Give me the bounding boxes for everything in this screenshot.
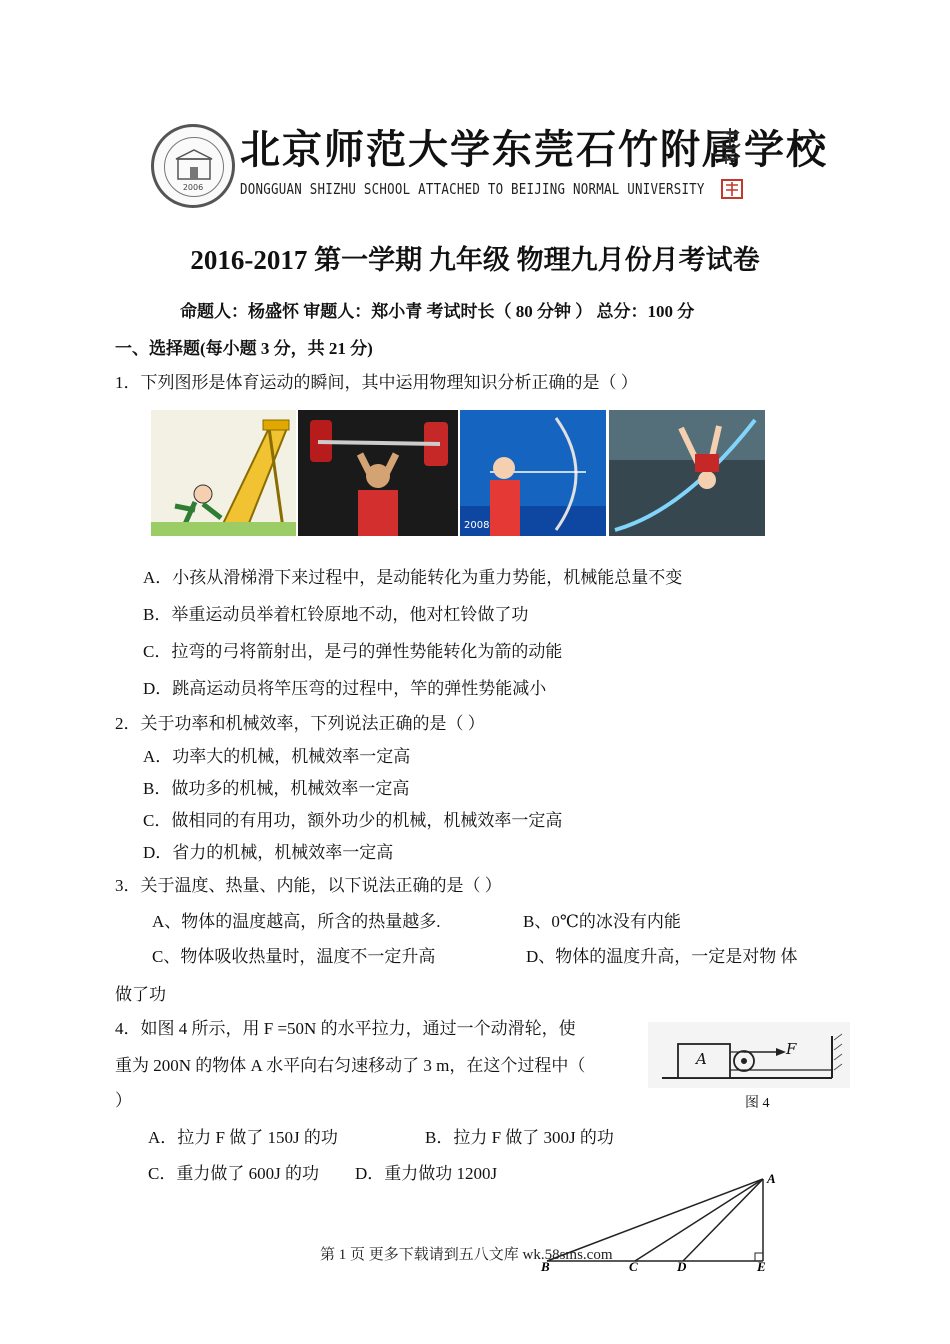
figure-4-force-label: F xyxy=(786,1040,797,1058)
seal-year: 2006 xyxy=(182,183,204,192)
school-seal-logo xyxy=(151,124,235,208)
question-1-stem: 1．下列图形是体育运动的瞬间，其中运用物理知识分析正确的是（ ） xyxy=(115,373,638,392)
archery-photo xyxy=(460,410,606,536)
weightlifting-photo xyxy=(298,410,458,536)
question-3-option-c[interactable]: C、物体吸收热量时，温度不一定升高 xyxy=(152,947,436,966)
school-name-en: DONGGUAN SHIZHU SCHOOL ATTACHED TO BEIJING NORMAL UNIVERSITY xyxy=(240,180,705,198)
question-4-option-d[interactable]: D．重力做功 1200J xyxy=(355,1164,498,1183)
figure-4-block-label: A xyxy=(696,1050,707,1068)
pole-vault-photo xyxy=(609,410,765,536)
question-2-option-a[interactable]: A．功率大的机械，机械效率一定高 xyxy=(143,747,411,766)
figure-4-caption: 图 4 xyxy=(745,1096,770,1111)
question-3-option-d[interactable]: D、物体的温度升高，一定是对物 体 xyxy=(526,947,798,966)
question-4-stem-line-1: 4．如图 4 所示，用 F =50N 的水平拉力，通过一个动滑轮，使 xyxy=(115,1019,576,1038)
question-4-stem-line-2: 重为 200N 的物体 A 水平向右匀速移动了 3 m，在这个过程中（ xyxy=(115,1056,586,1075)
question-4-option-c[interactable]: C．重力做了 600J 的功 xyxy=(148,1164,319,1183)
question-3-stem: 3．关于温度、热量、内能，以下说法正确的是（ ） xyxy=(115,876,502,895)
figure-4-pulley-diagram xyxy=(648,1022,850,1088)
question-3-option-b[interactable]: B、0℃的冰没有内能 xyxy=(523,912,681,931)
calligraphy-signature-icon xyxy=(716,124,748,204)
page-footer: 第 1 页 更多下载请到五八文库 wk.58sms.com xyxy=(320,1247,613,1263)
question-2-stem: 2．关于功率和机械效率，下列说法正确的是（ ） xyxy=(115,714,485,733)
question-3-continuation: 做了功 xyxy=(115,985,166,1004)
label-e: E xyxy=(757,1259,766,1273)
exam-title: 2016-2017 第一学期 九年级 物理九月份月考试卷 xyxy=(190,245,760,275)
label-a: A xyxy=(767,1171,776,1186)
question-1-option-a[interactable]: A．小孩从滑梯滑下来过程中，是动能转化为重力势能，机械能总量不变 xyxy=(143,568,683,587)
label-b: B xyxy=(541,1259,550,1273)
question-4-option-b[interactable]: B．拉力 F 做了 300J 的功 xyxy=(425,1128,614,1147)
question-1-option-b[interactable]: B．举重运动员举着杠铃原地不动，他对杠铃做了功 xyxy=(143,605,529,624)
school-name-cn: 北京师范大学东莞石竹附属学校 xyxy=(240,127,828,173)
question-4-stem-line-3: ） xyxy=(115,1091,132,1110)
exam-info-line: 命题人：杨盛怀 审题人：郑小青 考试时长（ 80 分钟 ） 总分：100 分 xyxy=(180,302,695,321)
question-1-option-d[interactable]: D．跳高运动员将竿压弯的过程中，竿的弹性势能减小 xyxy=(143,679,547,698)
question-3-option-a[interactable]: A、物体的温度越高，所含的热量越多. xyxy=(152,912,441,931)
question-1-option-c[interactable]: C．拉弯的弓将箭射出，是弓的弹性势能转化为箭的动能 xyxy=(143,642,563,661)
label-c: C xyxy=(629,1259,638,1273)
question-2-option-c[interactable]: C．做相同的有用功，额外功少的机械，机械效率一定高 xyxy=(143,811,563,830)
svg-text:2008: 2008 xyxy=(464,520,490,531)
slide-photo xyxy=(151,410,296,536)
seal-building-icon xyxy=(174,149,214,183)
question-2-option-d[interactable]: D．省力的机械，机械效率一定高 xyxy=(143,843,394,862)
question-4-option-a[interactable]: A．拉力 F 做了 150J 的功 xyxy=(148,1128,338,1147)
question-2-option-b[interactable]: B．做功多的机械，机械效率一定高 xyxy=(143,779,410,798)
section-heading: 一、选择题(每小题 3 分，共 21 分) xyxy=(115,339,373,358)
label-d: D xyxy=(677,1259,687,1273)
